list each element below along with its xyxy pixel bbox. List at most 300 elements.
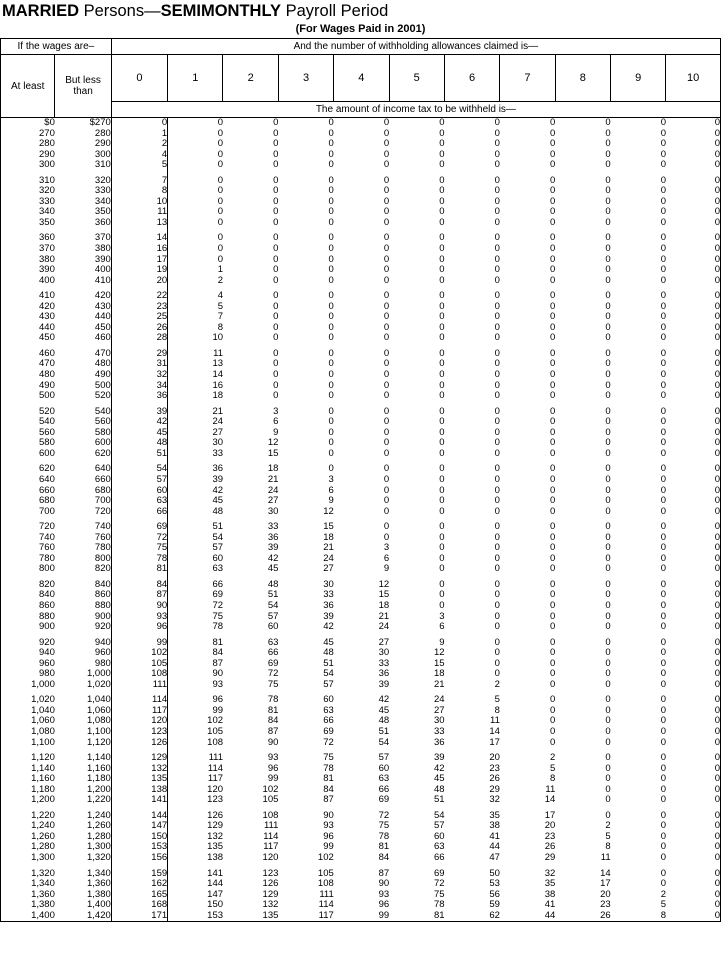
cell-withheld-8: 0	[605, 174, 611, 186]
cell-withheld-1: 105	[207, 725, 224, 737]
cell-withheld-6: 0	[494, 290, 500, 302]
cell-withheld-7: 0	[549, 148, 556, 160]
cell-withheld-7: 0	[549, 621, 556, 633]
table-row	[1, 118, 721, 129]
cell-withheld-0: 90	[111, 601, 167, 612]
cell-withheld-0: 66	[111, 507, 167, 518]
cell-withheld-10: 0	[714, 563, 720, 575]
cell-withheld-3: 9	[328, 495, 334, 507]
cell-withheld-0: 123	[111, 727, 167, 738]
cell-withheld-2: 39	[267, 542, 279, 554]
header-allowance-8: 8	[555, 55, 610, 102]
cell-withheld-9: 0	[660, 752, 667, 764]
cell-withheld-0: 28	[111, 333, 167, 344]
cell-withheld-6: 0	[494, 185, 500, 197]
cell-withheld-4: 75	[378, 820, 390, 832]
cell-at-least: 380	[39, 253, 55, 265]
cell-but-less-than: 430	[94, 300, 111, 312]
cell-withheld-10: 0	[714, 495, 720, 507]
cell-withheld-4: 0	[383, 505, 390, 517]
cell-withheld-5: 3	[439, 610, 445, 622]
cell-withheld-8: 0	[605, 521, 611, 533]
cell-withheld-3: 75	[323, 752, 334, 764]
cell-withheld-9: 0	[660, 867, 667, 879]
table-row	[1, 601, 721, 612]
cell-withheld-6: 17	[489, 736, 500, 748]
cell-withheld-10: 0	[714, 621, 720, 633]
cell-but-less-than: 390	[94, 253, 111, 265]
cell-withheld-1: 24	[212, 416, 224, 428]
cell-withheld-3: 117	[318, 909, 334, 921]
cell-withheld-7: 0	[549, 321, 556, 333]
cell-withheld-10: 0	[714, 783, 720, 795]
cell-withheld-6: 0	[494, 148, 500, 160]
cell-withheld-9: 0	[660, 127, 667, 139]
cell-withheld-1: 90	[212, 668, 224, 680]
table-row	[1, 160, 721, 171]
cell-withheld-4: 81	[378, 841, 390, 853]
cell-withheld-8: 5	[605, 830, 611, 842]
cell-but-less-than: 920	[94, 621, 111, 633]
cell-withheld-8: 0	[605, 426, 611, 438]
cell-withheld-4: 18	[378, 599, 390, 611]
cell-at-least: 820	[39, 578, 55, 590]
cell-withheld-1: 1	[217, 264, 224, 276]
table-row	[1, 507, 721, 518]
cell-withheld-1: 4	[217, 290, 224, 302]
cell-withheld-4: 0	[383, 495, 390, 507]
cell-withheld-9: 0	[660, 264, 667, 276]
cell-withheld-0: 1	[111, 129, 167, 140]
cell-withheld-4: 0	[383, 347, 390, 359]
cell-at-least: 400	[39, 274, 55, 286]
cell-withheld-10: 0	[714, 841, 720, 853]
cell-withheld-4: 15	[378, 589, 390, 601]
header-allowance-1: 1	[168, 55, 223, 102]
cell-withheld-3: 0	[328, 437, 334, 449]
cell-withheld-6: 0	[494, 243, 500, 255]
cell-withheld-1: 11	[213, 347, 224, 359]
cell-withheld-0: 111	[111, 680, 167, 691]
cell-withheld-1: 33	[212, 447, 224, 459]
cell-withheld-1: 78	[212, 621, 224, 633]
cell-withheld-4: 0	[383, 174, 390, 186]
cell-withheld-9: 0	[660, 521, 667, 533]
cell-withheld-0: 171	[111, 911, 167, 922]
cell-withheld-3: 0	[328, 148, 334, 160]
cell-but-less-than: 840	[94, 578, 111, 590]
cell-withheld-9: 0	[660, 878, 667, 890]
cell-at-least: 1,340	[31, 878, 55, 890]
cell-withheld-5: 0	[439, 563, 445, 575]
cell-withheld-8: 0	[605, 117, 611, 128]
cell-withheld-9: 0	[660, 694, 667, 706]
cell-withheld-4: 90	[378, 878, 390, 890]
cell-withheld-10: 0	[714, 830, 720, 842]
cell-withheld-5: 78	[433, 899, 445, 911]
cell-withheld-3: 0	[328, 127, 334, 139]
cell-withheld-2: 0	[273, 290, 279, 302]
cell-withheld-5: 0	[439, 542, 445, 554]
cell-withheld-1: 81	[212, 636, 224, 648]
cell-withheld-2: 99	[267, 773, 279, 785]
cell-withheld-0: 2	[111, 139, 167, 150]
cell-withheld-1: 0	[217, 138, 224, 150]
cell-withheld-5: 54	[433, 809, 445, 821]
cell-withheld-7: 0	[549, 636, 556, 648]
cell-withheld-5: 60	[433, 830, 445, 842]
cell-withheld-2: 27	[267, 495, 279, 507]
cell-withheld-2: 0	[273, 332, 279, 344]
cell-withheld-2: 0	[273, 300, 279, 312]
cell-at-least: 1,240	[31, 820, 55, 832]
cell-withheld-1: 123	[207, 794, 224, 806]
cell-withheld-4: 0	[383, 463, 390, 475]
cell-withheld-8: 0	[605, 552, 611, 564]
cell-withheld-2: 57	[267, 610, 279, 622]
cell-withheld-0: 57	[111, 475, 167, 486]
cell-withheld-8: 0	[605, 195, 611, 207]
cell-withheld-4: 0	[383, 405, 390, 417]
cell-withheld-4: 0	[383, 216, 390, 228]
cell-at-least: 320	[39, 185, 55, 197]
cell-withheld-4: 0	[383, 379, 390, 391]
cell-withheld-0: 132	[111, 764, 167, 775]
cell-at-least: 700	[39, 505, 55, 517]
cell-but-less-than: 1,160	[86, 762, 111, 774]
table-row	[1, 622, 721, 633]
cell-withheld-5: 0	[439, 138, 445, 150]
cell-withheld-2: 129	[262, 888, 279, 900]
cell-but-less-than: 490	[94, 369, 111, 381]
cell-withheld-1: 10	[212, 332, 224, 344]
cell-withheld-0: 87	[111, 590, 167, 601]
cell-withheld-3: 18	[323, 531, 334, 543]
cell-withheld-8: 0	[605, 290, 611, 302]
cell-withheld-10: 0	[714, 773, 720, 785]
cell-but-less-than: 820	[94, 563, 111, 575]
cell-withheld-7: 44	[544, 909, 556, 921]
cell-withheld-4: 57	[378, 752, 390, 764]
cell-withheld-5: 15	[433, 657, 445, 669]
cell-but-less-than: 370	[94, 232, 111, 244]
cell-withheld-6: 26	[489, 773, 500, 785]
cell-withheld-4: 0	[383, 300, 390, 312]
cell-withheld-2: 90	[267, 736, 279, 748]
cell-withheld-7: 38	[544, 888, 556, 900]
cell-but-less-than: 1,020	[86, 678, 111, 690]
cell-withheld-9: 0	[660, 647, 667, 659]
cell-withheld-7: 0	[549, 463, 556, 475]
cell-but-less-than: 660	[94, 473, 111, 485]
cell-withheld-5: 0	[439, 274, 445, 286]
cell-at-least: 720	[39, 521, 55, 533]
cell-withheld-10: 0	[714, 347, 720, 359]
cell-but-less-than: 980	[94, 657, 111, 669]
cell-withheld-1: 72	[212, 599, 224, 611]
cell-withheld-7: 0	[549, 473, 556, 485]
cell-withheld-6: 0	[494, 563, 500, 575]
cell-withheld-9: 2	[660, 888, 667, 900]
cell-withheld-3: 27	[323, 563, 334, 575]
cell-withheld-4: 54	[378, 736, 390, 748]
cell-withheld-5: 0	[439, 552, 445, 564]
cell-withheld-6: 32	[489, 794, 500, 806]
cell-withheld-4: 69	[378, 794, 390, 806]
cell-withheld-10: 0	[714, 232, 720, 244]
cell-withheld-4: 45	[378, 704, 390, 716]
cell-withheld-2: 81	[267, 704, 279, 716]
cell-withheld-0: 105	[111, 659, 167, 670]
cell-withheld-2: 0	[273, 264, 279, 276]
cell-withheld-8: 0	[605, 668, 611, 680]
cell-withheld-10: 0	[714, 379, 720, 391]
cell-withheld-7: 2	[549, 752, 556, 764]
cell-withheld-5: 0	[439, 206, 445, 218]
cell-withheld-9: 0	[660, 783, 667, 795]
cell-withheld-1: 0	[217, 148, 224, 160]
cell-withheld-3: 0	[328, 185, 334, 197]
cell-withheld-4: 0	[383, 484, 390, 496]
cell-withheld-9: 0	[660, 138, 667, 150]
cell-withheld-4: 3	[383, 542, 390, 554]
cell-withheld-5: 0	[439, 358, 445, 370]
cell-withheld-2: 12	[267, 437, 279, 449]
cell-at-least: 640	[39, 473, 55, 485]
cell-withheld-2: 24	[267, 484, 279, 496]
cell-withheld-8: 0	[605, 463, 611, 475]
cell-withheld-3: 78	[323, 762, 334, 774]
cell-but-less-than: 380	[94, 243, 111, 255]
cell-withheld-5: 0	[439, 426, 445, 438]
cell-withheld-8: 0	[605, 505, 611, 517]
cell-withheld-3: 0	[328, 274, 334, 286]
cell-withheld-9: 0	[660, 621, 667, 633]
cell-withheld-2: 75	[267, 678, 279, 690]
cell-at-least: 1,060	[31, 715, 55, 727]
cell-withheld-5: 0	[439, 505, 445, 517]
cell-withheld-1: 99	[212, 704, 224, 716]
cell-but-less-than: 1,400	[86, 899, 111, 911]
cell-withheld-8: 0	[605, 647, 611, 659]
cell-withheld-1: 51	[212, 521, 224, 533]
cell-withheld-2: 0	[273, 243, 279, 255]
cell-withheld-0: 141	[111, 795, 167, 806]
cell-withheld-0: 147	[111, 821, 167, 832]
cell-at-least: 1,300	[31, 852, 55, 863]
cell-withheld-2: 0	[273, 195, 279, 207]
cell-withheld-1: 39	[212, 473, 224, 485]
cell-withheld-5: 12	[433, 647, 445, 659]
cell-withheld-4: 0	[383, 437, 390, 449]
cell-at-least: 520	[39, 405, 55, 417]
cell-withheld-8: 0	[605, 794, 611, 806]
cell-withheld-9: 0	[660, 809, 667, 821]
cell-withheld-4: 0	[383, 290, 390, 302]
cell-withheld-10: 0	[714, 138, 720, 150]
cell-withheld-10: 0	[714, 820, 720, 832]
table-row	[1, 475, 721, 486]
cell-withheld-7: 0	[549, 127, 556, 139]
cell-at-least: 1,360	[31, 888, 55, 900]
cell-withheld-9: 0	[660, 358, 667, 370]
cell-but-less-than: 720	[94, 505, 111, 517]
cell-withheld-3: 0	[328, 390, 334, 402]
cell-withheld-4: 0	[383, 416, 390, 428]
cell-withheld-1: 45	[212, 495, 224, 507]
cell-withheld-2: 0	[273, 148, 279, 160]
cell-withheld-3: 81	[323, 773, 334, 785]
cell-withheld-6: 0	[494, 127, 500, 139]
cell-withheld-10: 0	[714, 300, 720, 312]
cell-withheld-8: 0	[605, 159, 611, 171]
cell-withheld-4: 0	[383, 358, 390, 370]
cell-withheld-9: 0	[660, 347, 667, 359]
cell-withheld-2: 0	[273, 138, 279, 150]
cell-withheld-7: 0	[549, 599, 556, 611]
cell-withheld-6: 14	[489, 725, 500, 737]
cell-withheld-5: 0	[439, 321, 445, 333]
cell-withheld-7: 0	[549, 290, 556, 302]
cell-at-least: 680	[39, 495, 55, 507]
cell-withheld-6: 35	[489, 809, 500, 821]
cell-withheld-6: 0	[494, 274, 500, 286]
cell-withheld-2: 0	[273, 232, 279, 244]
cell-withheld-6: 0	[494, 463, 500, 475]
cell-withheld-1: 21	[212, 405, 224, 417]
cell-withheld-0: 93	[111, 612, 167, 623]
cell-withheld-3: 51	[323, 657, 334, 669]
cell-withheld-10: 0	[714, 358, 720, 370]
cell-withheld-4: 78	[378, 830, 390, 842]
cell-withheld-4: 0	[383, 473, 390, 485]
cell-withheld-3: 30	[323, 578, 334, 590]
cell-withheld-8: 0	[605, 185, 611, 197]
cell-but-less-than: 450	[94, 321, 111, 333]
cell-withheld-9: 0	[660, 552, 667, 564]
cell-withheld-0: 23	[111, 302, 167, 313]
cell-withheld-7: 23	[544, 830, 556, 842]
cell-withheld-0: 69	[111, 522, 167, 533]
cell-withheld-7: 5	[549, 762, 556, 774]
cell-withheld-10: 0	[714, 463, 720, 475]
cell-but-less-than: 540	[94, 405, 111, 417]
cell-withheld-4: 0	[383, 531, 390, 543]
cell-withheld-10: 0	[714, 878, 720, 890]
cell-withheld-10: 0	[714, 899, 720, 911]
cell-but-less-than: 500	[94, 379, 111, 391]
cell-withheld-9: 0	[660, 715, 667, 727]
cell-withheld-4: 0	[383, 274, 390, 286]
cell-withheld-7: 11	[545, 783, 556, 795]
cell-at-least: 1,320	[31, 867, 55, 879]
cell-at-least: 1,280	[31, 841, 55, 853]
cell-withheld-9: 0	[660, 311, 667, 323]
cell-withheld-1: 75	[212, 610, 224, 622]
cell-withheld-10: 0	[714, 589, 720, 601]
cell-withheld-9: 0	[660, 473, 667, 485]
cell-but-less-than: 300	[94, 148, 111, 160]
page-title	[2, 2, 721, 21]
cell-withheld-1: 30	[212, 437, 224, 449]
cell-withheld-5: 0	[439, 148, 445, 160]
cell-withheld-8: 0	[605, 138, 611, 150]
cell-withheld-3: 39	[323, 610, 334, 622]
cell-withheld-6: 0	[494, 599, 500, 611]
cell-at-least: 500	[39, 390, 55, 402]
cell-but-less-than: 1,040	[86, 694, 111, 706]
cell-withheld-10: 0	[714, 127, 720, 139]
table-row	[1, 680, 721, 691]
cell-withheld-10: 0	[714, 521, 720, 533]
cell-withheld-8: 0	[605, 531, 611, 543]
cell-withheld-5: 0	[439, 185, 445, 197]
cell-withheld-7: 0	[549, 369, 556, 381]
cell-withheld-10: 0	[714, 725, 720, 737]
cell-withheld-3: 45	[323, 636, 334, 648]
cell-withheld-3: 48	[323, 647, 334, 659]
cell-withheld-0: 54	[111, 464, 167, 475]
cell-at-least: 540	[39, 416, 55, 428]
cell-at-least: 350	[39, 216, 55, 228]
table-row	[1, 449, 721, 460]
cell-but-less-than: 1,340	[86, 867, 111, 879]
cell-withheld-7: 14	[544, 794, 556, 806]
cell-but-less-than: 1,120	[86, 736, 111, 748]
cell-withheld-3: 69	[323, 725, 334, 737]
cell-withheld-6: 0	[494, 416, 500, 428]
header-at-least: At least	[1, 55, 55, 118]
cell-withheld-9: 0	[660, 505, 667, 517]
cell-withheld-4: 0	[383, 232, 390, 244]
cell-withheld-6: 0	[494, 495, 500, 507]
header-row-cols	[1, 55, 721, 102]
cell-withheld-4: 39	[378, 678, 390, 690]
cell-at-least: 620	[39, 463, 55, 475]
cell-withheld-2: 114	[263, 830, 279, 842]
cell-withheld-9: 0	[660, 369, 667, 381]
cell-withheld-10: 0	[714, 216, 720, 228]
cell-withheld-1: 60	[212, 552, 224, 564]
cell-withheld-7: 0	[549, 715, 556, 727]
header-but-less-line1: But less	[65, 75, 101, 86]
cell-withheld-3: 12	[323, 505, 334, 517]
cell-withheld-4: 0	[383, 138, 390, 150]
cell-withheld-10: 0	[714, 405, 720, 417]
cell-withheld-7: 0	[549, 185, 556, 197]
cell-withheld-5: 0	[439, 405, 445, 417]
cell-withheld-1: 57	[212, 542, 224, 554]
cell-withheld-9: 0	[660, 852, 667, 863]
cell-withheld-7: 26	[544, 841, 556, 853]
cell-withheld-3: 105	[317, 867, 334, 879]
cell-withheld-8: 0	[605, 678, 611, 690]
cell-withheld-6: 62	[489, 909, 500, 921]
cell-withheld-7: 0	[549, 521, 556, 533]
cell-but-less-than: 640	[94, 463, 111, 475]
cell-withheld-6: 0	[494, 426, 500, 438]
cell-withheld-7: 0	[549, 563, 556, 575]
cell-withheld-9: 0	[660, 542, 667, 554]
cell-withheld-7: 20	[544, 820, 556, 832]
cell-withheld-9: 0	[660, 174, 667, 186]
cell-withheld-6: 0	[494, 300, 500, 312]
header-allowance-9: 9	[610, 55, 665, 102]
cell-withheld-10: 0	[714, 762, 720, 774]
cell-withheld-4: 0	[383, 332, 390, 344]
cell-withheld-9: 0	[660, 841, 667, 853]
cell-withheld-3: 36	[323, 599, 334, 611]
